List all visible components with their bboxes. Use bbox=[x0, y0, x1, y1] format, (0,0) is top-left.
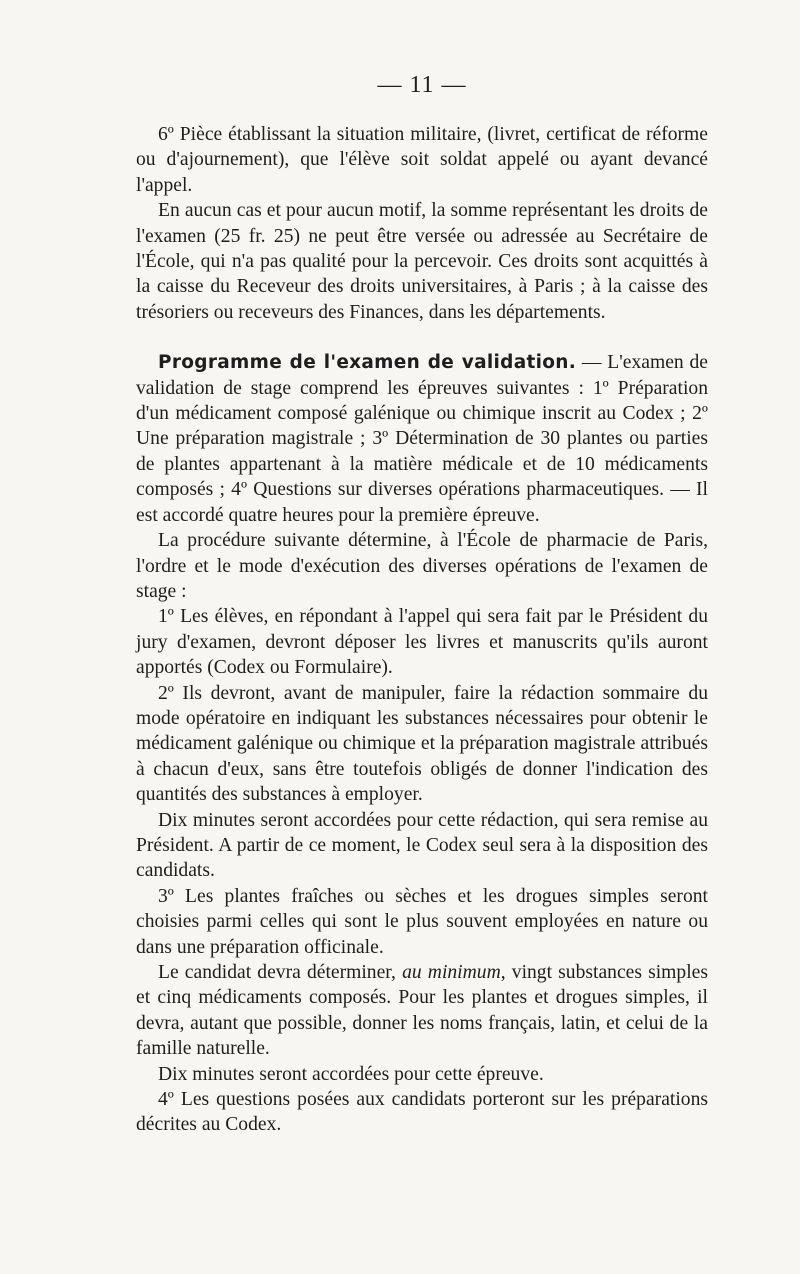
document-page bbox=[136, 70, 708, 1138]
paragraph-step-1: 1º Les élèves, en répondant à l'appel qui sera fait par le Président du jury d'examen, devront déposer les livres et manuscrits qu'ils auront apportés (Codex ou Formulaire). bbox=[136, 606, 708, 679]
validation-program-text: — L'examen de validation de stage comprend les épreuves suivantes : 1º Préparation d'un médicament composé galénique ou chimique inscrit au Codex ; 2º Une préparation magistrale ; 3º Détermination de 30 plantes ou parties de plantes appartenant à la matière médicale et de 10 médicaments composés ; 4º Questions sur diverses opérations pharmaceutiques. — Il est accordé quatre heures pour la première épreuve. bbox=[136, 352, 708, 526]
paragraph-validation-program bbox=[136, 350, 708, 528]
paragraph-ten-minutes-redaction: Dix minutes seront accordées pour cette rédaction, qui sera remise au Président. A partir de ce moment, le Codex seul sera à la disposition des candidats. bbox=[136, 809, 708, 882]
paragraph-procedure-intro: La procédure suivante détermine, à l'École de pharmacie de Paris, l'ordre et le mode d'exécution des diverses opérations de l'examen de stage : bbox=[136, 530, 708, 602]
paragraph-step-3: 3º Les plantes fraîches ou sèches et les drogues simples seront choisies parmi celles qui sont le plus souvent employées en nature ou dans une préparation officinale. bbox=[136, 885, 708, 958]
paragraph-military-situation: 6º Pièce établissant la situation militaire, (livret, certificat de réforme ou d'ajournement), que l'élève soit soldat appelé ou ayant devancé l'appel. bbox=[136, 124, 708, 196]
minimum-text-before: Le candidat devra déterminer, bbox=[158, 962, 403, 983]
minimum-text-after: , vingt substances simples et cinq médicaments composés. Pour les plantes et drogues simples, il devra, autant que possible, donner les noms français, latin, et celui de la famille naturelle. bbox=[136, 962, 708, 1060]
page-number: — 11 — bbox=[377, 72, 467, 98]
paragraph-minimum-substances bbox=[136, 960, 708, 1062]
paragraph-exam-fees: En aucun cas et pour aucun motif, la somme représentant les droits de l'examen (25 fr. 25) ne peut être versée ou adressée au Secrétaire de l'École, qui n'a pas qualité pour la percevoir. Ces droits sont acquittés à la caisse du Receveur des droits universitaires, à Paris ; à la caisse des trésoriers ou receveurs des Finances, dans les départements. bbox=[136, 200, 708, 323]
minimum-italic: au minimum bbox=[402, 962, 501, 983]
paragraph-ten-minutes-test: Dix minutes seront accordées pour cette épreuve. bbox=[158, 1063, 544, 1085]
paragraph-step-2: 2º Ils devront, avant de manipuler, faire la rédaction sommaire du mode opératoire en indiquant les substances nécessaires pour obtenir le médicament galénique ou chimique et la préparation magistrale attribués à chacun d'eux, sans être toutefois obligés de donner l'indication des quantités des substances à employer. bbox=[136, 682, 708, 806]
paragraph-step-4: 4º Les questions posées aux candidats porteront sur les préparations décrites au Codex. bbox=[136, 1089, 708, 1136]
section-heading: Programme de l'examen de validation. bbox=[158, 352, 577, 374]
